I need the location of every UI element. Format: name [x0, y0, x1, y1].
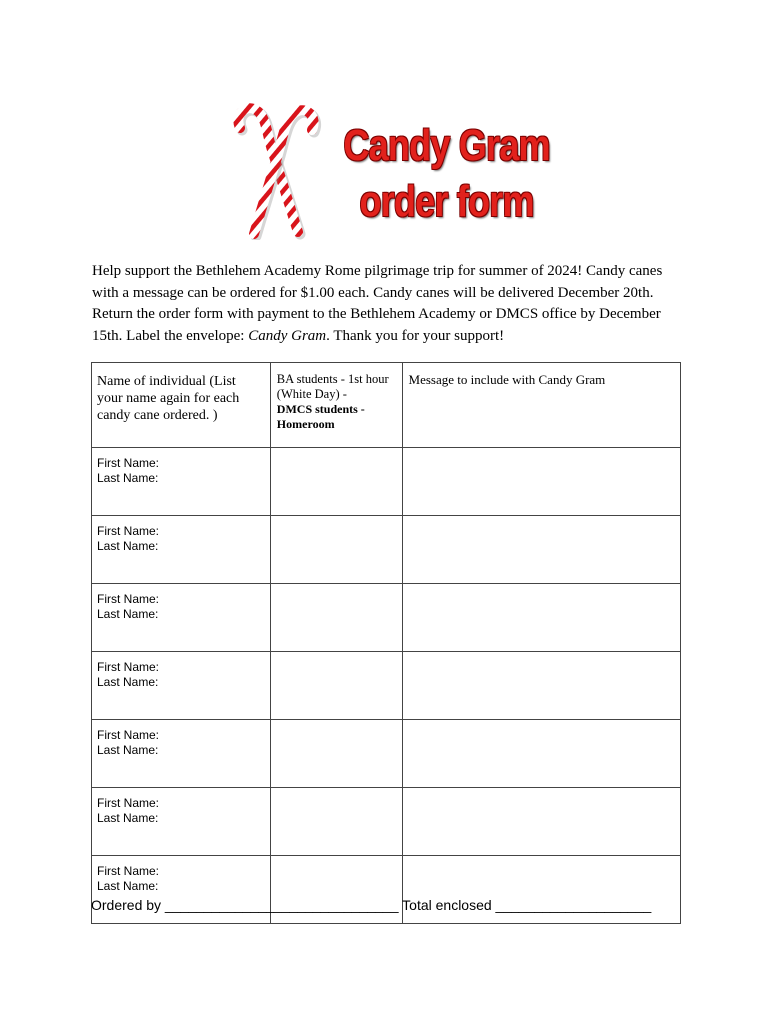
first-name-label: First Name: [97, 864, 160, 878]
title-line-2: order form [359, 177, 534, 226]
name-cell[interactable] [92, 720, 271, 788]
first-name-label: First Name: [97, 524, 160, 538]
intro-text-end: . Thank you for your support! [326, 327, 505, 344]
homeroom-cell[interactable] [270, 584, 402, 652]
intro-paragraph [92, 261, 682, 347]
message-cell[interactable] [402, 584, 680, 652]
table-row [92, 652, 681, 720]
table-row [92, 856, 681, 924]
footer-line [91, 897, 651, 913]
homeroom-cell[interactable] [270, 516, 402, 584]
candy-canes-icon [226, 100, 326, 240]
page-title [340, 118, 553, 230]
name-cell[interactable] [92, 856, 271, 924]
message-cell[interactable] [402, 652, 680, 720]
header-message: Message to include with Candy Gram [402, 363, 680, 448]
ordered-by-field[interactable]: Ordered by ______________________________ [91, 897, 399, 913]
homeroom-cell[interactable] [270, 856, 402, 924]
last-name-label: Last Name: [97, 743, 159, 757]
last-name-label: Last Name: [97, 471, 159, 485]
first-name-label: First Name: [97, 660, 160, 674]
table-row [92, 788, 681, 856]
first-name-label: First Name: [97, 728, 160, 742]
homeroom-cell[interactable] [270, 652, 402, 720]
header-name: Name of individual (List your name again for each candy cane ordered. ) [92, 363, 271, 448]
first-name-label: First Name: [97, 796, 160, 810]
message-cell[interactable] [402, 856, 680, 924]
table-row [92, 448, 681, 516]
total-enclosed-field[interactable]: Total enclosed ____________________ [402, 897, 652, 913]
header-dmcs-line: DMCS students - Homeroom [276, 402, 365, 431]
table-row [92, 516, 681, 584]
name-cell[interactable] [92, 652, 271, 720]
header-ba-line: BA students - 1st hour (White Day) - [276, 372, 389, 401]
last-name-label: Last Name: [97, 879, 159, 893]
last-name-label: Last Name: [97, 675, 159, 689]
first-name-label: First Name: [97, 456, 160, 470]
intro-text: Help support the Bethlehem Academy Rome pilgrimage trip for summer of 2024! Candy canes with a message can be ordered for $1.00 each. Candy canes will be delivered December 20th. Return the order form with payment to the Bethlehem Academy or DMCS office by December 15th. Label the envelope: [92, 263, 663, 344]
message-cell[interactable] [402, 448, 680, 516]
name-cell[interactable] [92, 516, 271, 584]
last-name-label: Last Name: [97, 811, 159, 825]
homeroom-cell[interactable] [270, 788, 402, 856]
table-header-row [92, 363, 681, 448]
message-cell[interactable] [402, 720, 680, 788]
header-homeroom [270, 363, 402, 448]
name-cell[interactable] [92, 448, 271, 516]
table-row [92, 584, 681, 652]
message-cell[interactable] [402, 516, 680, 584]
intro-emphasis: Candy Gram [248, 327, 327, 344]
homeroom-cell[interactable] [270, 448, 402, 516]
last-name-label: Last Name: [97, 607, 159, 621]
last-name-label: Last Name: [97, 539, 159, 553]
table-row [92, 720, 681, 788]
name-cell[interactable] [92, 788, 271, 856]
order-table [91, 362, 681, 924]
title-line-1: Candy Gram [343, 121, 550, 170]
homeroom-cell[interactable] [270, 720, 402, 788]
first-name-label: First Name: [97, 592, 160, 606]
name-cell[interactable] [92, 584, 271, 652]
message-cell[interactable] [402, 788, 680, 856]
